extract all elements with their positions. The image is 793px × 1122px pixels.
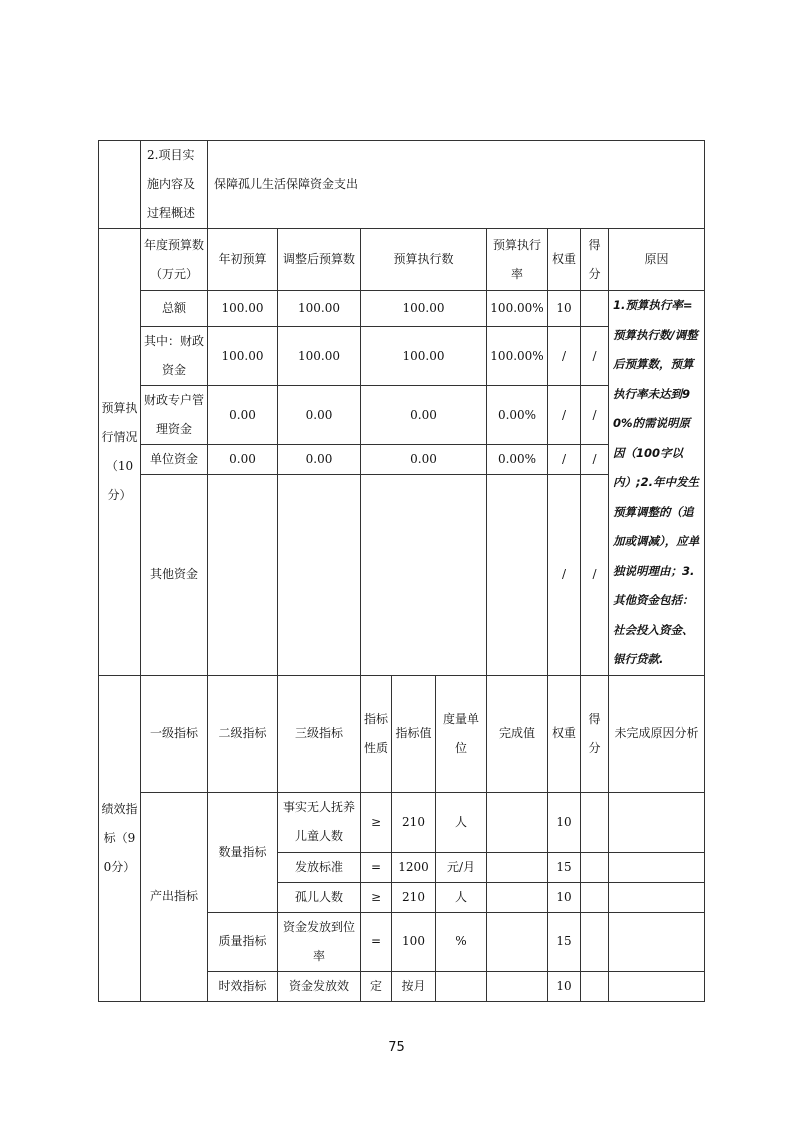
cell: 资金发放效 bbox=[278, 971, 361, 1001]
blank-cell bbox=[99, 141, 141, 229]
cell: / bbox=[548, 475, 581, 675]
cell bbox=[487, 852, 548, 882]
level2-indicator: 数量指标 bbox=[208, 792, 278, 912]
header-cell: 得分 bbox=[581, 229, 609, 291]
row-name: 其他资金 bbox=[141, 475, 208, 675]
performance-section-label: 绩效指标（90分） bbox=[99, 675, 141, 1001]
header-cell: 指标值 bbox=[392, 675, 436, 792]
cell: 10 bbox=[548, 971, 581, 1001]
cell: 100.00 bbox=[278, 291, 361, 327]
cell: 发放标准 bbox=[278, 852, 361, 882]
level2-indicator: 质量指标 bbox=[208, 912, 278, 971]
cell bbox=[487, 792, 548, 852]
cell: / bbox=[581, 445, 609, 475]
cell bbox=[278, 475, 361, 675]
cell bbox=[581, 882, 609, 912]
page-number: 75 bbox=[388, 1040, 405, 1055]
cell bbox=[581, 971, 609, 1001]
cell bbox=[361, 475, 487, 675]
header-cell: 原因 bbox=[609, 229, 705, 291]
cell: 15 bbox=[548, 912, 581, 971]
cell: 按月 bbox=[392, 971, 436, 1001]
cell: 人 bbox=[436, 882, 487, 912]
header-cell: 年初预算 bbox=[208, 229, 278, 291]
cell: / bbox=[548, 327, 581, 386]
header-cell: 度量单位 bbox=[436, 675, 487, 792]
cell: 0.00 bbox=[208, 445, 278, 475]
cell bbox=[609, 912, 705, 971]
row-name: 财政专户管理资金 bbox=[141, 386, 208, 445]
header-cell: 权重 bbox=[548, 229, 581, 291]
performance-table bbox=[98, 140, 705, 1002]
cell: 事实无人抚养儿童人数 bbox=[278, 792, 361, 852]
header-cell: 预算执行率 bbox=[487, 229, 548, 291]
cell: 0.00 bbox=[278, 445, 361, 475]
cell: 定 bbox=[361, 971, 392, 1001]
cell bbox=[208, 475, 278, 675]
cell: 1200 bbox=[392, 852, 436, 882]
cell: 0.00 bbox=[361, 386, 487, 445]
header-cell: 指标性质 bbox=[361, 675, 392, 792]
cell: 100.00% bbox=[487, 291, 548, 327]
cell bbox=[487, 475, 548, 675]
cell: / bbox=[581, 327, 609, 386]
cell bbox=[609, 792, 705, 852]
header-cell: 调整后预算数 bbox=[278, 229, 361, 291]
budget-note: 1.预算执行率=预算执行数/调整后预算数，预算执行率未达到90%的需说明原因（100字以内）;2.年中发生预算调整的（追加或调减），应单独说明理由；3.其他资金包括：社会投入资金、银行贷款. bbox=[609, 291, 705, 676]
cell: 100.00 bbox=[361, 327, 487, 386]
cell: 210 bbox=[392, 882, 436, 912]
cell: 0.00% bbox=[487, 445, 548, 475]
cell: 0.00% bbox=[487, 386, 548, 445]
cell: 210 bbox=[392, 792, 436, 852]
cell: 10 bbox=[548, 291, 581, 327]
cell: 100.00 bbox=[208, 291, 278, 327]
cell: 100.00 bbox=[208, 327, 278, 386]
cell bbox=[436, 971, 487, 1001]
header-cell: 年度预算数（万元） bbox=[141, 229, 208, 291]
cell: / bbox=[581, 475, 609, 675]
header-cell: 权重 bbox=[548, 675, 581, 792]
cell bbox=[487, 912, 548, 971]
cell bbox=[581, 792, 609, 852]
cell: 孤儿人数 bbox=[278, 882, 361, 912]
header-cell: 一级指标 bbox=[141, 675, 208, 792]
header-cell: 预算执行数 bbox=[361, 229, 487, 291]
cell bbox=[487, 882, 548, 912]
cell: ≥ bbox=[361, 882, 392, 912]
cell: ≥ bbox=[361, 792, 392, 852]
cell: = bbox=[361, 912, 392, 971]
row-name: 单位资金 bbox=[141, 445, 208, 475]
cell: 100.00 bbox=[361, 291, 487, 327]
row-name: 其中：财政资金 bbox=[141, 327, 208, 386]
cell: / bbox=[548, 445, 581, 475]
budget-section-label: 预算执行情况（10分） bbox=[99, 229, 141, 676]
header-cell: 二级指标 bbox=[208, 675, 278, 792]
cell bbox=[581, 852, 609, 882]
level2-indicator: 时效指标 bbox=[208, 971, 278, 1001]
cell bbox=[609, 852, 705, 882]
header-cell: 未完成原因分析 bbox=[609, 675, 705, 792]
content-value: 保障孤儿生活保障资金支出 bbox=[208, 141, 705, 229]
cell bbox=[581, 291, 609, 327]
cell: 15 bbox=[548, 852, 581, 882]
cell: 0.00 bbox=[278, 386, 361, 445]
cell bbox=[609, 882, 705, 912]
cell bbox=[609, 971, 705, 1001]
cell bbox=[581, 912, 609, 971]
cell: 资金发放到位率 bbox=[278, 912, 361, 971]
content-label: 2.项目实施内容及过程概述 bbox=[141, 141, 208, 229]
cell: 人 bbox=[436, 792, 487, 852]
cell bbox=[487, 971, 548, 1001]
header-cell: 完成值 bbox=[487, 675, 548, 792]
cell: 元/月 bbox=[436, 852, 487, 882]
cell: % bbox=[436, 912, 487, 971]
cell: 0.00 bbox=[208, 386, 278, 445]
cell: 100.00% bbox=[487, 327, 548, 386]
cell: 100 bbox=[392, 912, 436, 971]
cell: = bbox=[361, 852, 392, 882]
header-cell: 得分 bbox=[581, 675, 609, 792]
cell: 10 bbox=[548, 792, 581, 852]
cell: / bbox=[581, 386, 609, 445]
cell: 0.00 bbox=[361, 445, 487, 475]
header-cell: 三级指标 bbox=[278, 675, 361, 792]
cell: 10 bbox=[548, 882, 581, 912]
level1-indicator: 产出指标 bbox=[141, 792, 208, 1001]
row-name: 总额 bbox=[141, 291, 208, 327]
cell: / bbox=[548, 386, 581, 445]
cell: 100.00 bbox=[278, 327, 361, 386]
